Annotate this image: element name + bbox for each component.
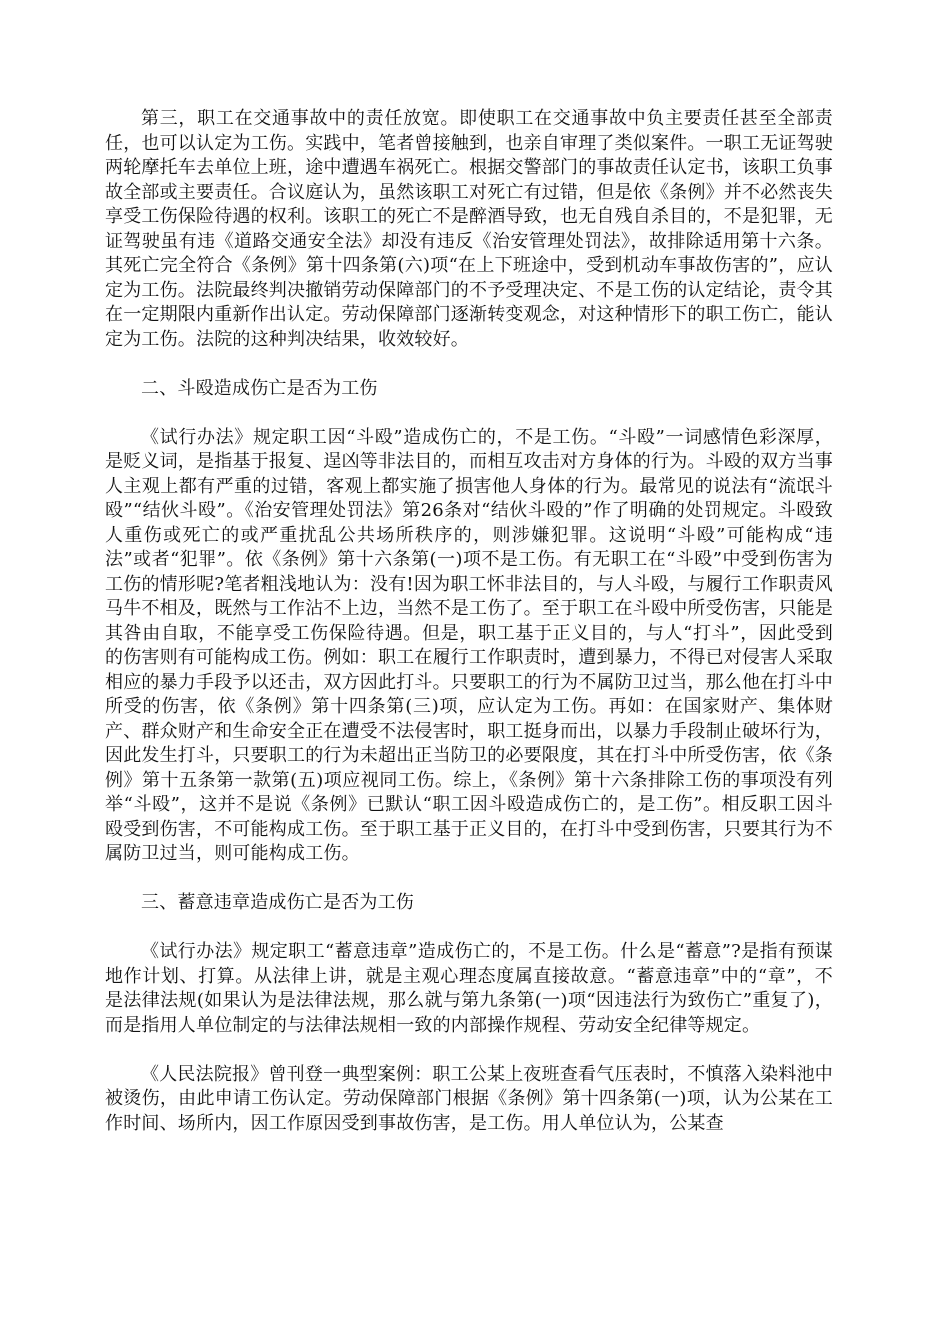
section-heading-deliberate-violation: 三、蓄意违章造成伤亡是否为工伤	[141, 892, 414, 913]
paragraph-traffic-accident-responsibility: 第三，职工在交通事故中的责任放宽。即使职工在交通事故中负主要责任甚至全部责任，也可以认定为工伤。实践中，笔者曾接触到，也亲自审理了类似案件。一职工无证驾驶两轮摩托车去单位上班，途中遭遇车祸死亡。根据交警部门的事故责任认定书，该职工负事故全部或主要责任。合议庭认为，虽然该职工对死亡有过错，但是依《条例》并不必然丧失享受工伤保险待遇的权利。该职工的死亡不是醉酒导致，也无自残自杀目的，不是犯罪，无证驾驶虽有违《道路交通安全法》却没有违反《治安管理处罚法》，故排除适用第十六条。其死亡完全符合《条例》第十四条第(六)项“在上下班途中，受到机动车事故伤害的”，应认定为工伤。法院最终判决撤销劳动保障部门的不予受理决定、不是工伤的认定结论，责令其在一定期限内重新作出认定。劳动保障部门逐渐转变观念，对这种情形下的职工伤亡，能认定为工伤。法院的这种判决结果，收效较好。	[105, 108, 833, 350]
paragraph-fighting: 《试行办法》规定职工因“斗殴”造成伤亡的，不是工伤。“斗殴”一词感情色彩深厚，是贬义词，是指基于报复、逞凶等非法目的，而相互攻击对方身体的行为。斗殴的双方当事人主观上都有严重的过错，客观上都实施了损害他人身体的行为。最常见的说法有“流氓斗殴”“结伙斗殴”。《治安管理处罚法》第26条对“结伙斗殴的”作了明确的处罚规定。斗殴致人重伤或死亡的或严重扰乱公共场所秩序的，则涉嫌犯罪。这说明“斗殴”可能构成“违法”或者“犯罪”。依《条例》第十六条第(一)项不是工伤。有无职工在“斗殴”中受到伤害为工伤的情形呢?笔者粗浅地认为：没有!因为职工怀非法目的，与人斗殴，与履行工作职责风马牛不相及，既然与工作沾不上边，当然不是工伤了。至于职工在斗殴中所受伤害，只能是其咎由自取，不能享受工伤保险待遇。但是，职工基于正义目的，与人“打斗”，因此受到的伤害则有可能构成工伤。例如：职工在履行工作职责时，遭到暴力，不得已对侵害人采取相应的暴力手段予以还击，双方因此打斗。只要职工的行为不属防卫过当，那么他在打斗中所受的伤害，依《条例》第十四条第(三)项，应认定为工伤。再如：在国家财产、集体财产、群众财产和生命安全正在遭受不法侵害时，职工挺身而出，以暴力手段制止破坏行为，因此发生打斗，只要职工的行为未超出正当防卫的必要限度，其在打斗中所受伤害，依《条例》第十五条第一款第(五)项应视同工伤。综上，《条例》第十六条排除工伤的事项没有列举“斗殴”，这并不是说《条例》已默认“职工因斗殴造成伤亡的，是工伤”。相反职工因斗殴受到伤害，不可能构成工伤。至于职工基于正义目的，在打斗中受到伤害，只要其行为不属防卫过当，则可能构成工伤。	[105, 426, 833, 864]
paragraph-deliberate-violation: 《试行办法》规定职工“蓄意违章”造成伤亡的，不是工伤。什么是“蓄意”?是指有预谋地作计划、打算。从法律上讲，就是主观心理态度属直接故意。“蓄意违章”中的“章”，不是法律法规(如果认为是法律法规，那么就与第九条第(一)项“因违法行为致伤亡”重复了)，而是指用人单位制定的与法律法规相一致的内部操作规程、劳动安全纪律等规定。	[105, 941, 833, 1036]
document-body	[105, 107, 833, 1161]
section-heading-fighting: 二、斗殴造成伤亡是否为工伤	[141, 377, 378, 399]
paragraph-court-case: 《人民法院报》曾刊登一典型案例：职工公某上夜班查看气压表时，不慎落入染料池中被烫伤，由此申请工伤认定。劳动保障部门根据《条例》第十四条第(一)项，认为公某在工作时间、场所内，因工作原因受到事故伤害，是工伤。用人单位认为，公某查	[105, 1063, 833, 1134]
